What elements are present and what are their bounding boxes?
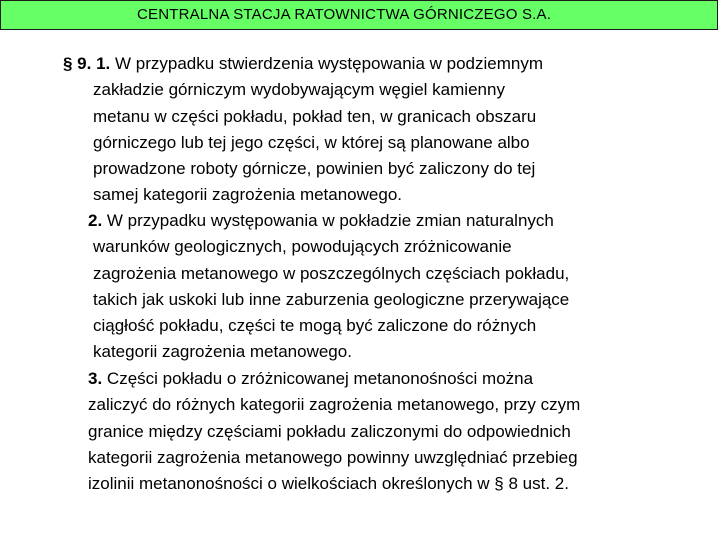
paragraph-line: takich jak uskoki lub inne zaburzenia geologiczne przerywające [93, 289, 570, 309]
paragraph-line: samej kategorii zagrożenia metanowego. [93, 185, 403, 205]
paragraph-line: prowadzone roboty górnicze, powinien być zaliczony do tej [93, 159, 536, 179]
header-bar [0, 0, 718, 30]
paragraph-line: izolinii metanonośności o wielkościach określonych w § 8 ust. 2. [88, 474, 569, 494]
paragraph-line: granice między częściami pokładu zaliczonymi do odpowiednich [88, 421, 571, 441]
paragraph-line: górniczego lub tej jego części, w której są planowane albo [93, 132, 530, 152]
paragraph-9-2 [88, 208, 569, 366]
paragraph-line: § 9. 1. W przypadku stwierdzenia występowania w podziemnym [63, 54, 544, 73]
header-title: CENTRALNA STACJA RATOWNICTWA GÓRNICZEGO S.A. [137, 6, 552, 23]
paragraph-line: zaliczyć do różnych kategorii zagrożenia metanowego, przy czym [88, 395, 581, 415]
paragraph-number: 2. [88, 211, 103, 230]
paragraph-line: ciągłość pokładu, części te mogą być zaliczone do różnych [93, 316, 537, 336]
paragraph-line: 3. Części pokładu o zróżnicowanej metanonośności można [88, 369, 534, 388]
paragraph-line: metanu w części pokładu, pokład ten, w granicach obszaru [93, 106, 537, 126]
paragraph-line: kategorii zagrożenia metanowego powinny uwzględniać przebieg [88, 447, 578, 467]
paragraph-number: 3. [88, 369, 103, 388]
paragraph-9-3 [88, 366, 580, 497]
paragraph-number: § 9. 1. [63, 54, 111, 73]
paragraph-line: kategorii zagrożenia metanowego. [93, 342, 352, 362]
paragraph-line: 2. W przypadku występowania w pokładzie zmian naturalnych [88, 211, 554, 230]
paragraph-line: warunków geologicznych, powodujących zróżnicowanie [93, 237, 512, 257]
paragraph-line: zakładzie górniczym wydobywającym węgiel kamienny [93, 80, 505, 100]
paragraph-9-1 [63, 51, 543, 209]
paragraph-line: zagrożenia metanowego w poszczególnych częściach pokładu, [93, 263, 570, 283]
